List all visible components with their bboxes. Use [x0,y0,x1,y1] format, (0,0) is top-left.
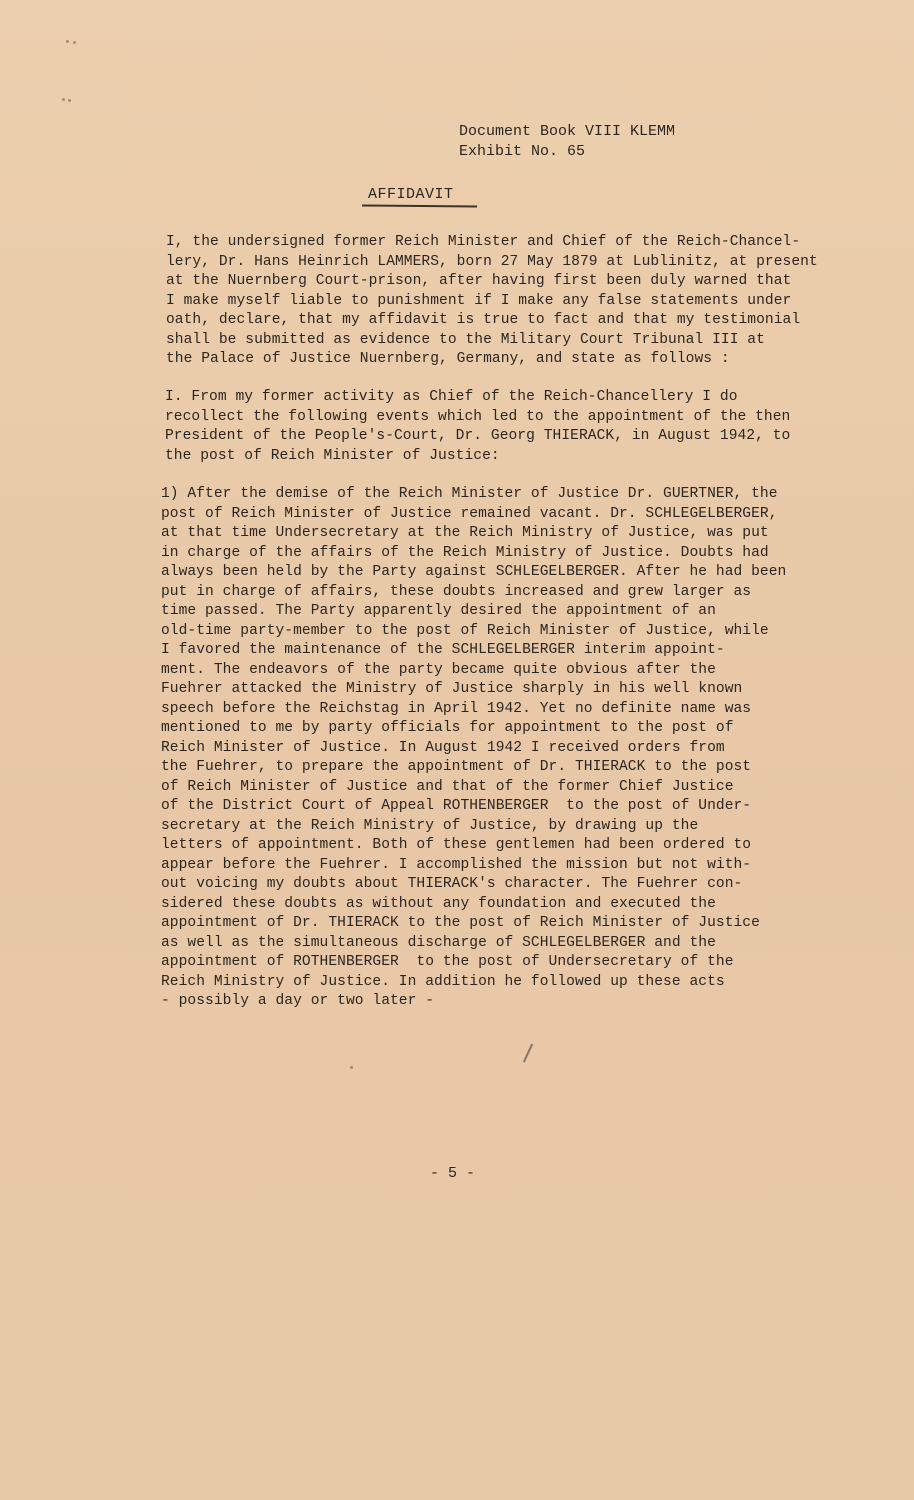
section-one-line: recollect the following events which led to the appointment of the then [165,408,791,425]
speck-mark [68,99,71,102]
section-one-point-one-line: speech before the Reichstag in April 1942. Yet no definite name was [161,700,752,717]
speck-mark [66,40,69,43]
section-one-point-one-paragraph [161,485,786,1012]
section-one-point-one-line: Reich Ministry of Justice. In addition he followed up these acts [161,973,725,990]
exhibit-number: Exhibit No. 65 [459,143,586,160]
pen-stroke-mark [523,1044,533,1063]
section-one-point-one-line: at that time Undersecretary at the Reich Ministry of Justice, was put [161,525,769,541]
page-title: AFFIDAVIT [368,186,454,203]
section-one-point-one-line: time passed. The Party apparently desired the appointment of an [161,603,716,619]
section-one-point-one-line: post of Reich Minister of Justice remained vacant. Dr. SCHLEGELBERGER, [161,505,778,522]
section-one-point-one-line: ment. The endeavors of the party became quite obvious after the [161,661,716,678]
section-one-point-one-line: in charge of the affairs of the Reich Ministry of Justice. Doubts had [161,544,769,561]
intro-line: shall be submitted as evidence to the Military Court Tribunal III at [166,331,765,348]
section-one-point-one-line: put in charge of affairs, these doubts increased and grew larger as [161,583,752,600]
intro-line: lery, Dr. Hans Heinrich LAMMERS, born 27 May 1879 at Lublinitz, at present [166,253,818,270]
section-one-point-one-line: - possibly a day or two later - [161,993,435,1009]
section-one-point-one-line: I favored the maintenance of the SCHLEGELBERGER interim appoint- [161,642,725,658]
section-one-point-one-line: Fuehrer attacked the Ministry of Justice sharply in his well known [161,681,743,697]
document-book-label: Document Book VIII KLEMM [459,123,676,140]
section-one-point-one-line: secretary at the Reich Ministry of Justice, by drawing up the [161,817,699,834]
section-one-point-one-line: appointment of Dr. THIERACK to the post of Reich Minister of Justice [161,915,760,931]
section-one-line: I. From my former activity as Chief of the Reich-Chancellery I do [165,389,738,405]
intro-paragraph [166,233,818,370]
section-one-point-one-line: 1) After the demise of the Reich Minister of Justice Dr. GUERTNER, the [161,486,778,502]
section-one-point-one-line: of Reich Minister of Justice and that of the former Chief Justice [161,778,734,795]
section-one-point-one-line: mentioned to me by party officials for appointment to the post of [161,720,734,736]
section-one-point-one-line: appear before the Fuehrer. I accomplished the mission but not with- [161,856,752,873]
section-one-point-one-line: old-time party-member to the post of Reich Minister of Justice, while [161,622,769,639]
intro-line: I make myself liable to punishment if I make any false statements under [166,292,792,309]
section-one-point-one-line: letters of appointment. Both of these gentlemen had been ordered to [161,837,752,853]
speck-mark [350,1066,353,1069]
section-one-point-one-line: sidered these doubts as without any foundation and executed the [161,895,716,912]
section-one-point-one-line: of the District Court of Appeal ROTHENBERGER to the post of Under- [161,798,752,814]
intro-line: at the Nuernberg Court-prison, after having first been duly warned that [166,273,792,289]
section-one-paragraph [165,388,790,466]
intro-line: oath, declare, that my affidavit is true to fact and that my testimonial [166,312,801,328]
section-one-point-one-line: Reich Minister of Justice. In August 1942 I received orders from [161,739,725,756]
title-underline [362,204,477,207]
document-header [459,122,675,162]
section-one-point-one-line: as well as the simultaneous discharge of SCHLEGELBERGER and the [161,934,716,951]
section-one-point-one-line: the Fuehrer, to prepare the appointment of Dr. THIERACK to the post [161,759,752,775]
intro-line: I, the undersigned former Reich Minister and Chief of the Reich-Chancel- [166,234,801,250]
section-one-line: the post of Reich Minister of Justice: [165,447,500,464]
speck-mark [62,98,65,101]
section-one-point-one-line: appointment of ROTHENBERGER to the post of Undersecretary of the [161,954,734,970]
section-one-point-one-line: always been held by the Party against SCHLEGELBERGER. After he had been [161,564,787,580]
page-number: - 5 - [430,1165,476,1182]
section-one-point-one-line: out voicing my doubts about THIERACK's character. The Fuehrer con- [161,876,743,892]
intro-line: the Palace of Justice Nuernberg, Germany, and state as follows : [166,351,730,367]
speck-mark [73,41,76,44]
section-one-line: President of the People's-Court, Dr. Georg THIERACK, in August 1942, to [165,428,791,444]
